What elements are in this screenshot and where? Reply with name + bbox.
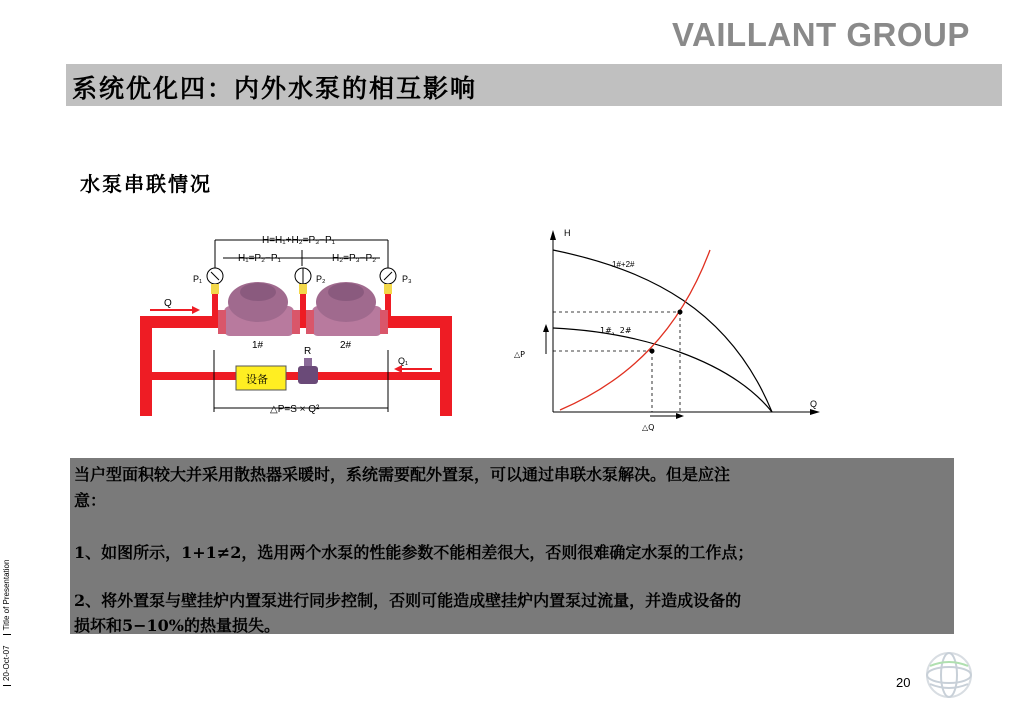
slide-title: 系统优化四：内外水泵的相互影响 (72, 74, 478, 103)
side-footer (2, 560, 11, 690)
equipment-label: 设备 (246, 373, 268, 386)
x-axis-label: Q (810, 399, 818, 409)
gauge-p1-label: P₁ (193, 274, 203, 284)
delta-q-label: △Q (642, 423, 655, 432)
formula-h2: H₂=P₃−P₂ (332, 253, 377, 264)
footer-presentation-title: Title of Presentation (2, 559, 11, 631)
flow-return-label: Q₁ (398, 356, 409, 366)
pump-2-label: 2# (340, 340, 352, 351)
note-line-2: 1、如图所示，1+1≠2，选用两个水泵的性能参数不能相差很大，否则很难确定水泵的工作点； (74, 543, 754, 562)
gauge-p2-icon (295, 268, 311, 294)
delta-p-label: △P (514, 350, 525, 359)
note-line-1: 当户型面积较大并采用散热器采暖时，系统需要配外置泵，可以通过串联水泵解决。但是应注 (74, 465, 731, 484)
footer-date: 20-Oct-07 (2, 645, 11, 681)
formula-total: H=H₁+H₂=P₃−P₁ (262, 235, 336, 246)
gauge-p3-label: P₃ (402, 274, 412, 284)
pressure-formula: △P=S × Q² (270, 404, 320, 415)
y-axis-label: H (564, 228, 571, 238)
globe-logo-icon (924, 650, 974, 700)
curve-single-label: 1#、2# (600, 326, 632, 335)
notes-box (70, 458, 954, 634)
series-pump-diagram (140, 226, 460, 416)
valve-icon (298, 358, 318, 384)
note-line-1b: 意： (74, 491, 107, 510)
pump-1-icon (218, 282, 300, 336)
gauge-p3-icon (380, 268, 396, 294)
title-bar (66, 64, 1002, 106)
note-line-3b: 损坏和5−10%的热量损失。 (74, 616, 281, 635)
section-subtitle: 水泵串联情况 (80, 172, 212, 196)
pump-curve-graph (500, 220, 830, 435)
gauge-p2-label: P₂ (316, 274, 326, 284)
page-number: 20 (896, 675, 911, 690)
formula-h1: H₁=P₂−P₁ (238, 253, 281, 264)
vaillant-group-logo: VAILLANT GROUP (672, 16, 970, 53)
pump-1-label: 1# (252, 340, 264, 351)
note-line-3: 2、将外置泵与壁挂炉内置泵进行同步控制，否则可能造成壁挂炉内置泵过流量，并造成设备的 (74, 591, 742, 610)
gauge-p1-icon (207, 268, 223, 294)
curve-single-line (553, 328, 772, 412)
valve-label: R (304, 346, 312, 357)
curve-series-label: 1#+2# (612, 260, 635, 269)
flow-in-label: Q (164, 298, 172, 309)
pump-2-icon (306, 282, 388, 336)
